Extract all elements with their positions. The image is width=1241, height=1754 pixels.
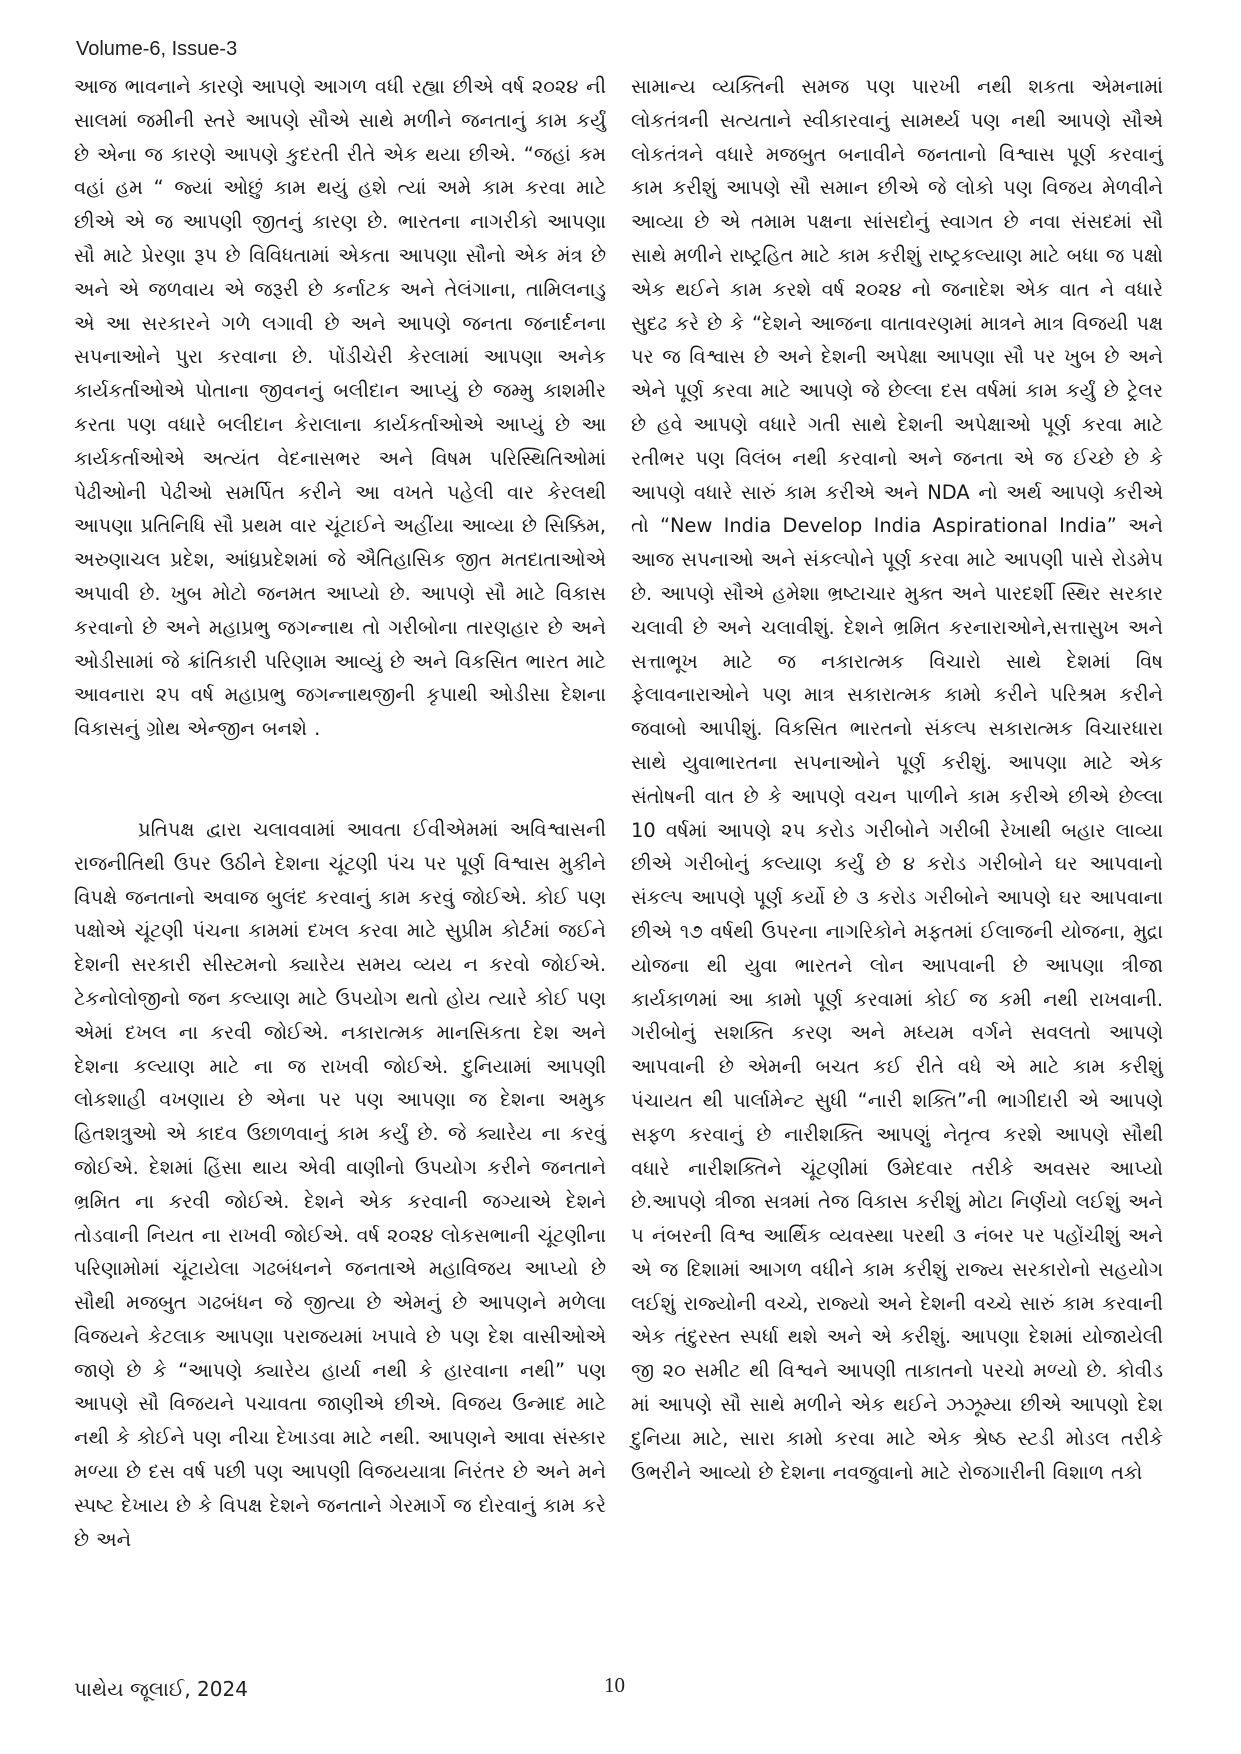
article-paragraph: પ્રતિપક્ષ દ્વારા ચલાવવામાં આવતા ઈવીએમમાં અવિશ્વાસની રાજનીતિથી ઉપર ઉઠીને દેશના ચૂંટણી પંચ પર પૂર્ણ વિશ્વાસ મુકીને વિપક્ષે જનતાનો અવાજ બુલંદ કરવાનું કામ કરવું જોઈએ. કોઈ પણ પક્ષોએ ચૂંટણી પંચના કામમાં દખલ કરવા માટે સુપ્રીમ કોર્ટમાં જઈને દેશની સરકારી સીસ્ટમનો ક્યારેય સમય વ્યય ન કરવો જોઈએ. ટેકનોલોજીનો જન કલ્યાણ માટે ઉપયોગ થતો હોય ત્યારે કોઈ પણ એમાં દખલ ના કરવી જોઈએ. નકારાત્મક માનસિકતા દેશ અને દેશના કલ્યાણ માટે ના જ રાખવી જોઈએ. દુનિયામાં આપણી લોકશાહી વખણાય છે એના પર પણ આપણા જ દેશના અમુક હિતશત્રુઓ એ કાદવ ઉછાળવાનું કામ કર્યું છે. જે ક્યારેય ના કરવું જોઈએ. દેશમાં હિંસા થાય એવી વાણીનો ઉપયોગ કરીને જનતાને ભ્રમિત ના કરવી જોઈએ. દેશને એક કરવાની જગ્યાએ દેશને તોડવાની નિયત ના રાખવી જોઈએ. વર્ષ ૨૦૨૪ લોકસભાની ચૂંટણીના પરિણામોમાં ચૂંટાયેલા ગઢબંધનને જનતાએ મહાવિજય આપ્યો છે સૌથી મજબુત ગઢબંધન જે જીત્યા છે એમનું છે આપણને મળેલા વિજયને કેટલાક આપણા પરાજયમાં ખપાવે છે પણ દેશ વાસીઓએ જાણે છે કે “આપણે ક્યારેય હાર્યા નથી કે હારવાના નથી” પણ આપણે સૌ વિજયને પચાવતા જાણીએ છીએ. વિજય ઉન્માદ માટે નથી કે કોઈને પણ નીચા દેખાડવા માટે નથી. આપણને આવા સંસ્કાર મળ્યા છે દસ વર્ષ પછી પણ આપણી વિજયયાત્રા નિરંતર છે અને મને સ્પષ્ટ દેખાય છે કે વિપક્ષ દેશને જનતાને ગેરમાર્ગે જ દોરવાનું કામ કરે છે અને	[74, 817, 606, 1551]
footer-publication: પાથેય જૂલાઈ, 2024	[74, 1677, 248, 1701]
article-paragraph: આજ ભાવનાને કારણે આપણે આગળ વધી રહ્યા છીએ વર્ષ ૨૦૨૪ ની સાલમાં જમીની સ્તરે આપણે સૌએ સાથે મળીને જનતાનું કામ કર્યું છે એના જ કારણે આપણે કુદરતી રીતે એક થયા છીએ. “જહાં કમ વહાં હમ “ જ્યાં ઓછું કામ થયું હશે ત્યાં અમે કામ કરવા માટે છીએ એ જ આપણી જીતનું કારણ છે. ભારતના નાગરીકો આપણા સૌ માટે પ્રેરણા રૂપ છે વિવિધતામાં એકતા આપણા સૌનો એક મંત્ર છે અને એ જળવાય એ જરૂરી છે કર્નાટક અને તેલંગાના, તામિલનાડુ એ આ સરકારને ગળે લગાવી છે અને આપણે જનતા જનાર્દનના સપનાઓને પુરા કરવાના છે. પોંડીચેરી કેરલામાં આપણા અનેક કાર્યકર્તાઓએ પોતાના જીવનનું બલીદાન આપ્યું છે જમ્મુ કાશમીર કરતા પણ વધારે બલીદાન કેરાલાના કાર્યકર્તાઓએ આપ્યું છે આ કાર્યકર્તાઓએ અત્યંત વેદનાસભર અને વિષમ પરિસ્થિતિઓમાં પેઢીઓની પેઢીઓ સમર્પિત કરીને આ વખતે પહેલી વાર કેરલથી આપણા પ્રતિનિધિ સૌ પ્રથમ વાર ચૂંટાઈને અહીંયા આવ્યા છે સિક્કિમ, અરુણાચલ પ્રદેશ, આંધ્રપ્રદેશમાં જે ઐતિહાસિક જીત મતદાતાઓએ અપાવી છે. ખુબ મોટો જનમત આપ્યો છે. આપણે સૌ માટે વિકાસ કરવાનો છે અને મહાપ્રભુ જગન્નાથ તો ગરીબોના તારણહાર છે અને ઓડીસામાં જે ક્રાંતિકારી પરિણામ આવ્યું છે અને વિકસિત ભારત માટે આવનારા ૨૫ વર્ષ મહાપ્રભુ જગન્નાથજીની કૃપાથી ઓડીસા દેશના વિકાસનું ગ્રોથ એન્જીન બનશે .	[74, 75, 606, 741]
page-number: 10	[604, 1673, 625, 1697]
article-column-left	[74, 70, 606, 1556]
article-paragraph: સામાન્ય વ્યક્તિની સમજ પણ પારખી નથી શકતા એમનામાં લોકતંત્રની સત્યતાને સ્વીકારવાનું સામર્થ્ય પણ નથી આપણે સૌએ લોકતંત્રને વધારે મજબુત બનાવીને જનતાનો વિશ્વાસ પૂર્ણ કરવાનું કામ કરીશું આપણે સૌ સમાન છીએ જે લોકો પણ વિજય મેળવીને આવ્યા છે એ તમામ પક્ષના સાંસદોનું સ્વાગત છે નવા સંસદમાં સૌ સાથે મળીને રાષ્ટ્રહિત માટે કામ કરીશું રાષ્ટ્રકલ્યાણ માટે બધા જ પક્ષો એક થઈને કામ કરશે વર્ષ ૨૦૨૪ નો જનાદેશ એક વાત ને વધારે સુદઢ કરે છે કે “દેશને આજના વાતાવરણમાં માત્રને માત્ર વિજયી પક્ષ પર જ વિશ્વાસ છે અને દેશની અપેક્ષા આપણા સૌ પર ખુબ છે અને એને પૂર્ણ કરવા માટે આપણે જે છેલ્લા દસ વર્ષમાં કામ કર્યું છે ટ્રેલર છે હવે આપણે વધારે ગતી સાથે દેશની અપેક્ષાઓ પૂર્ણ કરવા માટે રતીભર પણ વિલંબ નથી કરવાનો અને જનતા એ જ ઈચ્છે છે કે આપણે વધારે સારું કામ કરીએ અને NDA નો અર્થ આપણે કરીએ તો “New India Develop India Aspirational India” અને આજ સપનાઓ અને સંકલ્પોને પૂર્ણ કરવા માટે આપણી પાસે રોડમેપ છે. આપણે સૌએ હમેશા ભ્રષ્ટાચાર મુક્ત અને પારદર્શી સ્થિર સરકાર ચલાવી છે અને ચલાવીશું. દેશને ભ્રમિત કરનારાઓને,સત્તાસુખ અને સત્તાભૂખ માટે જ નકારાત્મક વિચારો સાથે દેશમાં વિષ ફેલાવનારાઓને પણ માત્ર સકારાત્મક કામો કરીને પરિશ્રમ કરીને જવાબો આપીશું. વિકસિત ભારતનો સંકલ્પ સકારાત્મક વિચારધારા સાથે યુવાભારતના સપનાઓને પૂર્ણ કરીશું. આપણા માટે એક સંતોષની વાત છે કે આપણે વચન પાળીને કામ કરીએ છીએ છેલ્લા 10 વર્ષમાં આપણે ૨૫ કરોડ ગરીબોને ગરીબી રેખાથી બહાર લાવ્યા છીએ ગરીબોનું કલ્યાણ કર્યું છે ૪ કરોડ ગરીબોને ઘર આપવાનો સંકલ્પ આપણે પૂર્ણ કર્યો છે ૩ કરોડ ગરીબોને આપણે ઘર આપવાના છીએ ૧૭ વર્ષથી ઉપરના નાગરિકોને મફતમાં ઈલાજની યોજના, મુદ્રા યોજના થી યુવા ભારતને લોન આપવાની છે આપણા ત્રીજા કાર્યકાળમાં આ કામો પૂર્ણ કરવામાં કોઈ જ કમી નથી રાખવાની. ગરીબોનું સશક્તિ કરણ અને મધ્યમ વર્ગને સવલતો આપણે આપવાની છે એમની બચત કઈ રીતે વધે એ માટે કામ કરીશું પંચાયત થી પાર્લામેન્ટ સુધી “નારી શક્તિ”ની ભાગીદારી એ આપણે સફળ કરવાનું છે નારીશક્તિ આપણું નેતૃત્વ કરશે આપણે સૌથી વધારે નારીશક્તિને ચૂંટણીમાં ઉમેદવાર તરીકે અવસર આપ્યો છે.આપણે ત્રીજા સત્રમાં તેજ વિકાસ કરીશું મોટા નિર્ણયો લઈશું અને ૫ નંબરની વિશ્વ આર્થિક વ્યવસ્થા પરથી ૩ નંબર પર પહોંચીશું અને એ જ દિશામાં આગળ વધીને કામ કરીશું રાજ્ય સરકારોનો સહયોગ લઈશું રાજ્યોની વચ્ચે, રાજ્યો અને દેશની વચ્ચે સારું કામ કરવાની એક તંદુરસ્ત સ્પર્ધા થશે અને એ કરીશું. આપણા દેશમાં યોજાયેલી જી ૨૦ સમીટ થી વિશ્વને આપણી તાકાતનો પરચો મળ્યો છે. કોવીડ માં આપણે સૌ સાથે મળીને એક થઈને ઝઝૂમ્યા છીએ આપણો દેશ દુનિયા માટે, સારા કામો કરવા માટે એક શ્રેષ્ઠ સ્ટડી મોડલ તરીકે ઉભરીને આવ્યો છે દેશના નવજુવાનો માટે રોજગારીની વિશાળ તકો	[631, 75, 1164, 1484]
volume-issue-label: Volume-6, Issue-3	[76, 38, 238, 60]
article-column-right	[631, 70, 1163, 1489]
